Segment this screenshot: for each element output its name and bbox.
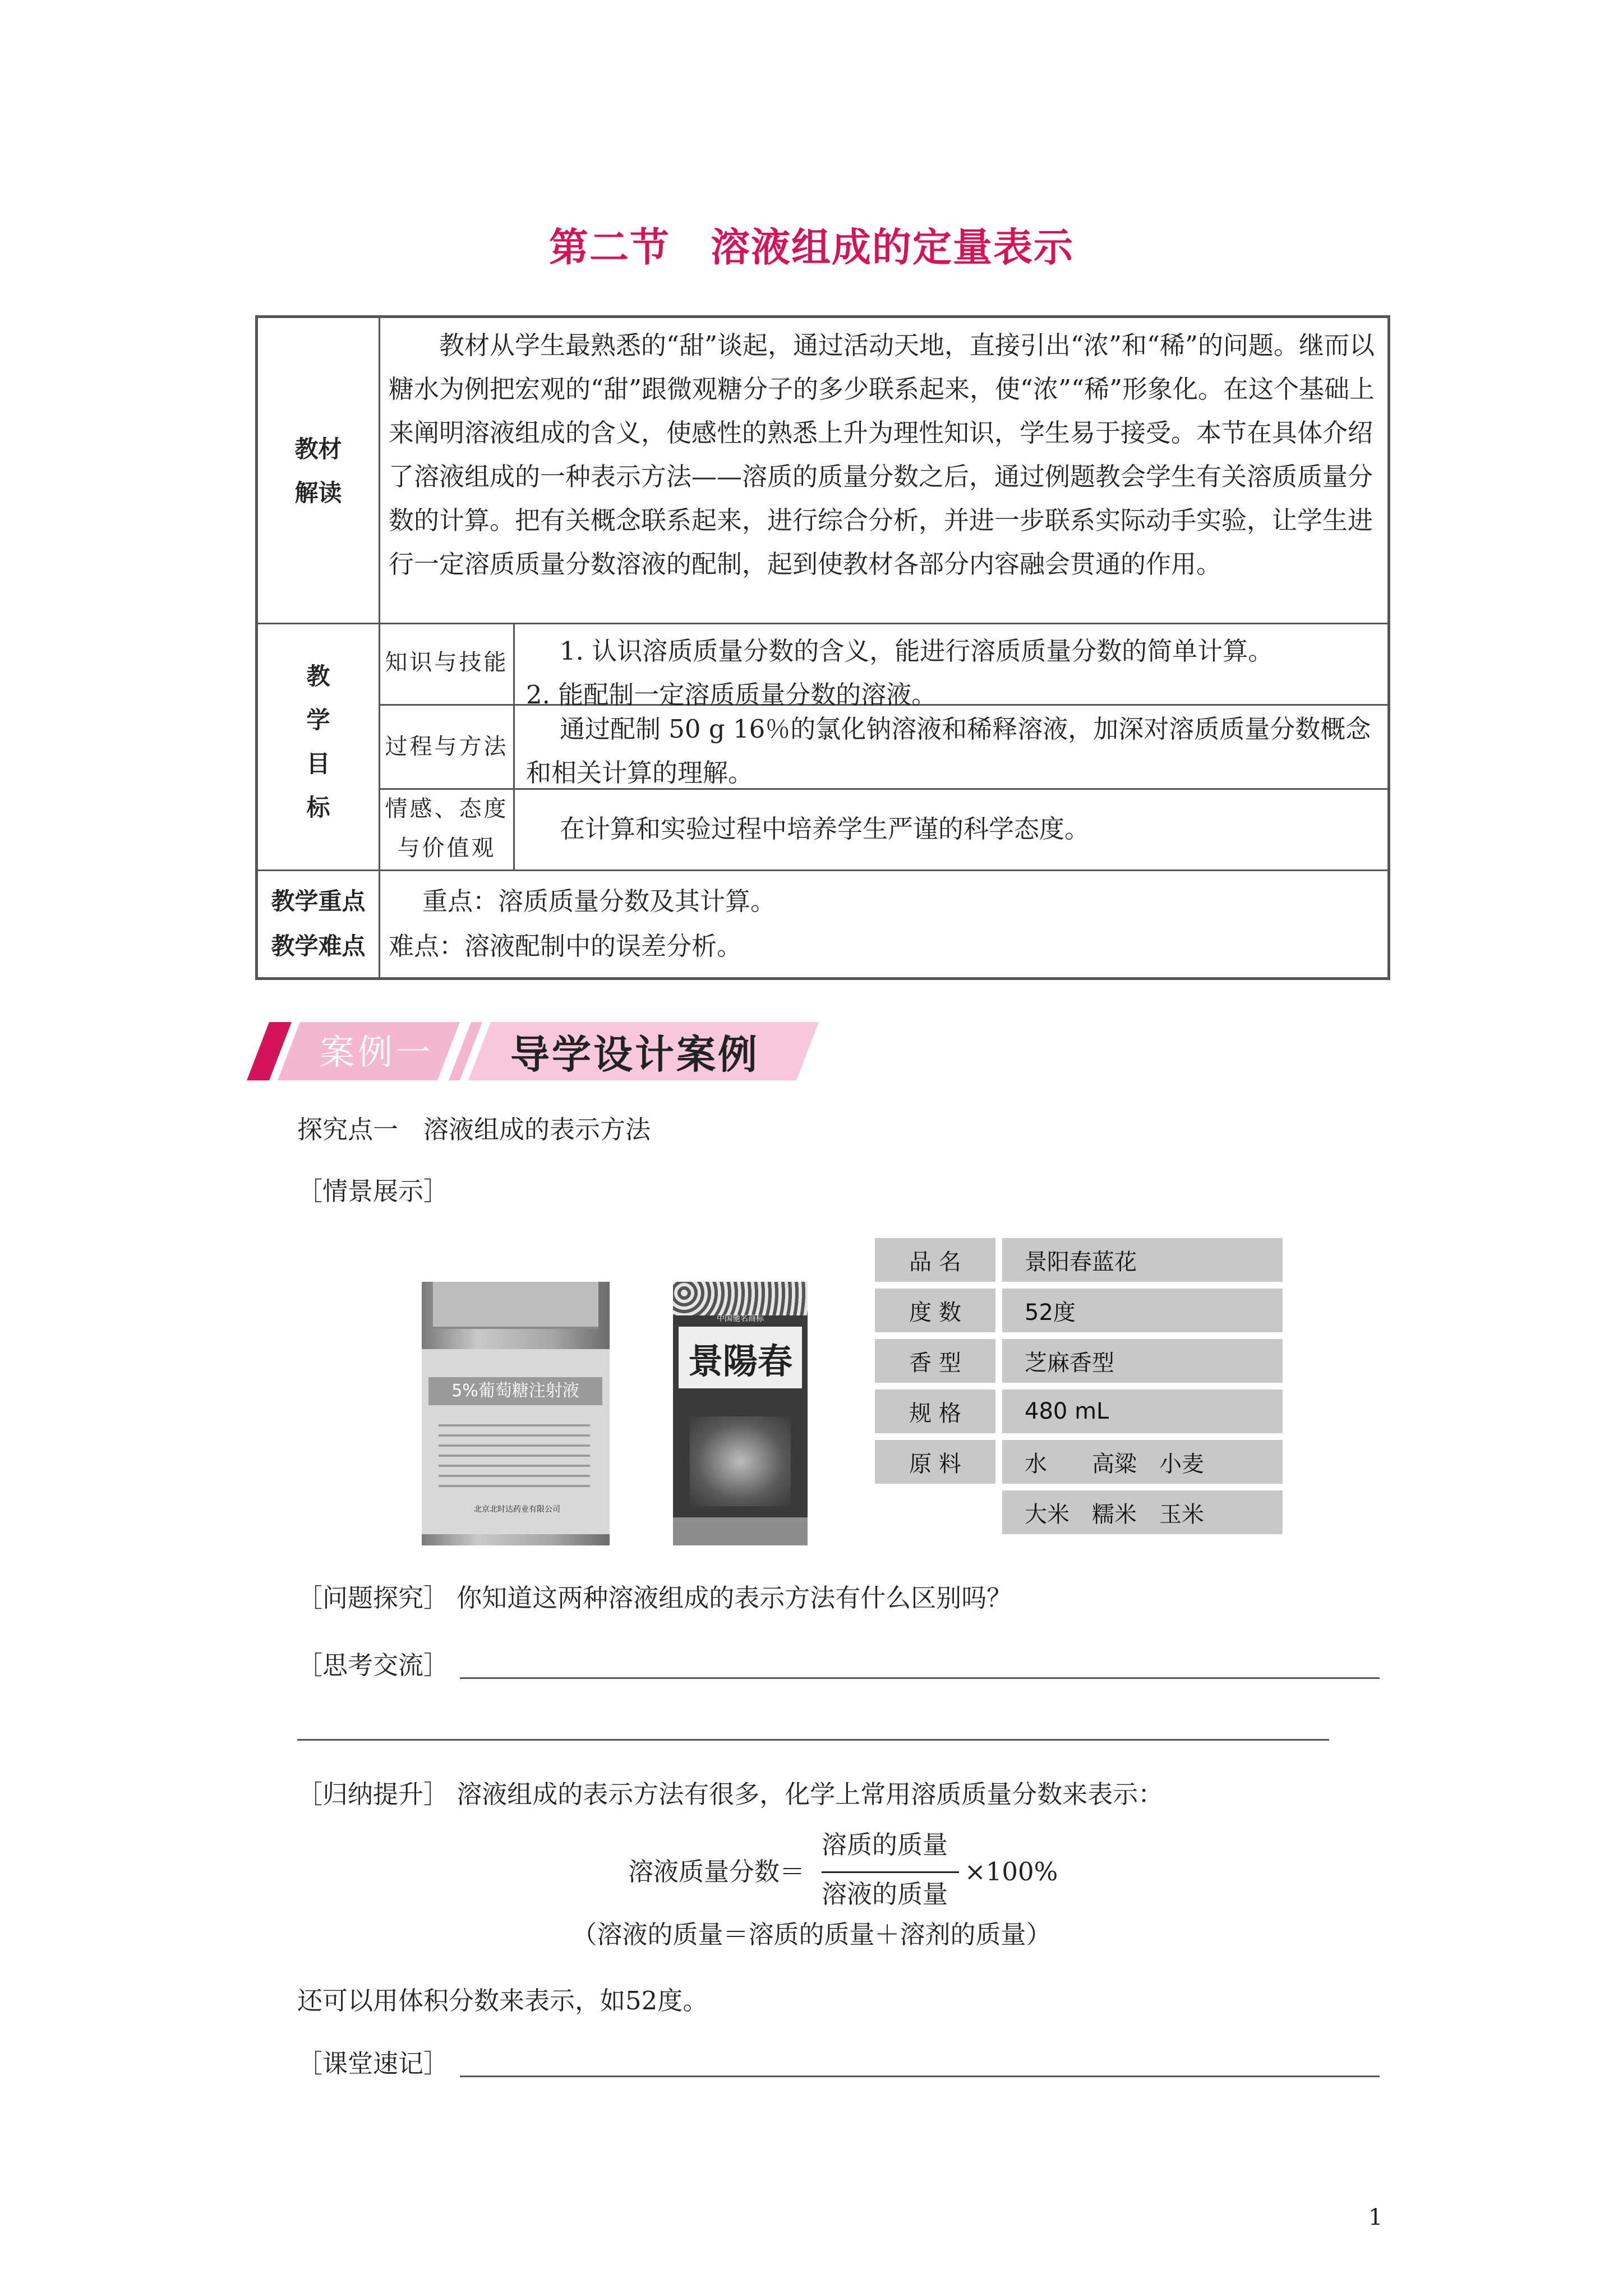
goal-label-process: 过程与方法 (385, 734, 509, 760)
formula-numerator: 溶质的质量 (822, 1830, 948, 1860)
also-text: 还可以用体积分数来表示，如52度。 (297, 1986, 708, 2016)
formula-note: （溶液的质量＝溶质的质量＋溶剂的质量） (571, 1920, 1052, 1949)
spec-row: 原 料 水 高粱 小麦 (875, 1440, 1283, 1484)
spec-row: 香 型 芝麻香型 (875, 1339, 1283, 1383)
page-title: 第二节 溶液组成的定量表示 (549, 224, 1074, 270)
key-text: 重点：溶质质量分数及其计算。 难点：溶液配制中的误差分析。 (389, 886, 776, 961)
think-label: ［思考交流］ (297, 1650, 449, 1680)
answer-line-2 (297, 1739, 1329, 1741)
glucose-bottle-image (422, 1282, 610, 1545)
formula-tail: ×100% (965, 1857, 1058, 1887)
banner-case-label: 案例一 (320, 1032, 435, 1073)
formula (628, 1828, 1077, 1917)
formula-lhs: 溶液质量分数＝ (628, 1857, 805, 1887)
goal-text-attitude: 在计算和实验过程中培养学生严谨的科学态度。 (560, 814, 1090, 844)
formula-denominator: 溶液的质量 (822, 1879, 948, 1909)
goal-label-knowledge: 知识与技能 (385, 650, 509, 675)
goals-header: 教 学 目 标 (306, 662, 330, 821)
textbook-header: 教材 解读 (294, 435, 342, 507)
goal-text-knowledge: 1. 认识溶质质量分数的含义，能进行溶质质量分数的简单计算。 2. 能配制一定溶质质量分数的溶液。 (526, 636, 1274, 710)
spec-row: 规 格 480 mL (875, 1389, 1283, 1433)
section-heading: 探究点一 溶液组成的表示方法 (297, 1115, 651, 1144)
spec-row: 度 数 52度 (875, 1289, 1283, 1332)
textbook-text: 教材从学生最熟悉的“甜”谈起，通过活动天地，直接引出“浓”和“稀”的问题。继而以糖水为例把宏观的“甜”跟微观糖分子的多少联系起来，使“浓”“稀”形象化。在这个基础上来阐明溶液组成的含义，使感性的熟悉上升为理性知识，学生易于接受。本节在具体介绍了溶液组成的一种表示方法——溶质的质量分数之后，通过例题教会学生有关溶质质量分数的计算。把有关概念联系起来，进行综合分析，并进一步联系实际动手实验，让学生进行一定溶质质量分数溶液的配制，起到使教材各部分内容融会贯通的作用。 (389, 330, 1375, 579)
scenario-label: ［情景展示］ (297, 1176, 449, 1206)
liquor-brand: 景陽春 (688, 1341, 792, 1382)
goal-text-process: 通过配制 50 g 16％的氯化钠溶液和稀释溶液，加深对溶质质量分数概念和相关计算的理解。 (526, 714, 1371, 788)
spec-row: 品 名 景阳春蓝花 (875, 1238, 1283, 1282)
bottle-label: 5%葡萄糖注射液 (428, 1377, 602, 1405)
banner-title: 导学设计案例 (510, 1032, 759, 1078)
overview-table (255, 315, 1390, 980)
spec-table (875, 1231, 1283, 1541)
liquor-box-image (673, 1282, 808, 1545)
notes-label: ［课堂速记］ (297, 2049, 449, 2078)
key-header: 教学重点 教学难点 (271, 887, 366, 960)
spec-row: 大米 糯米 玉米 (875, 1490, 1283, 1534)
question-text: ［问题探究］ 你知道这两种溶液组成的表示方法有什么区别吗？ (297, 1583, 1012, 1613)
summary-text: ［归纳提升］ 溶液组成的表示方法有很多，化学上常用溶质质量分数来表示： (297, 1779, 1164, 1809)
page-number: 1 (1368, 2205, 1383, 2230)
answer-line-1 (460, 1677, 1380, 1679)
case-banner (247, 1022, 819, 1080)
bottle-maker: 北京北时达药业有限公司 (474, 1505, 560, 1514)
liquor-top-text: 中国驰名商标 (717, 1314, 764, 1323)
notes-line (460, 2076, 1380, 2077)
goal-label-attitude: 情感、态度 与价值观 (385, 796, 509, 861)
